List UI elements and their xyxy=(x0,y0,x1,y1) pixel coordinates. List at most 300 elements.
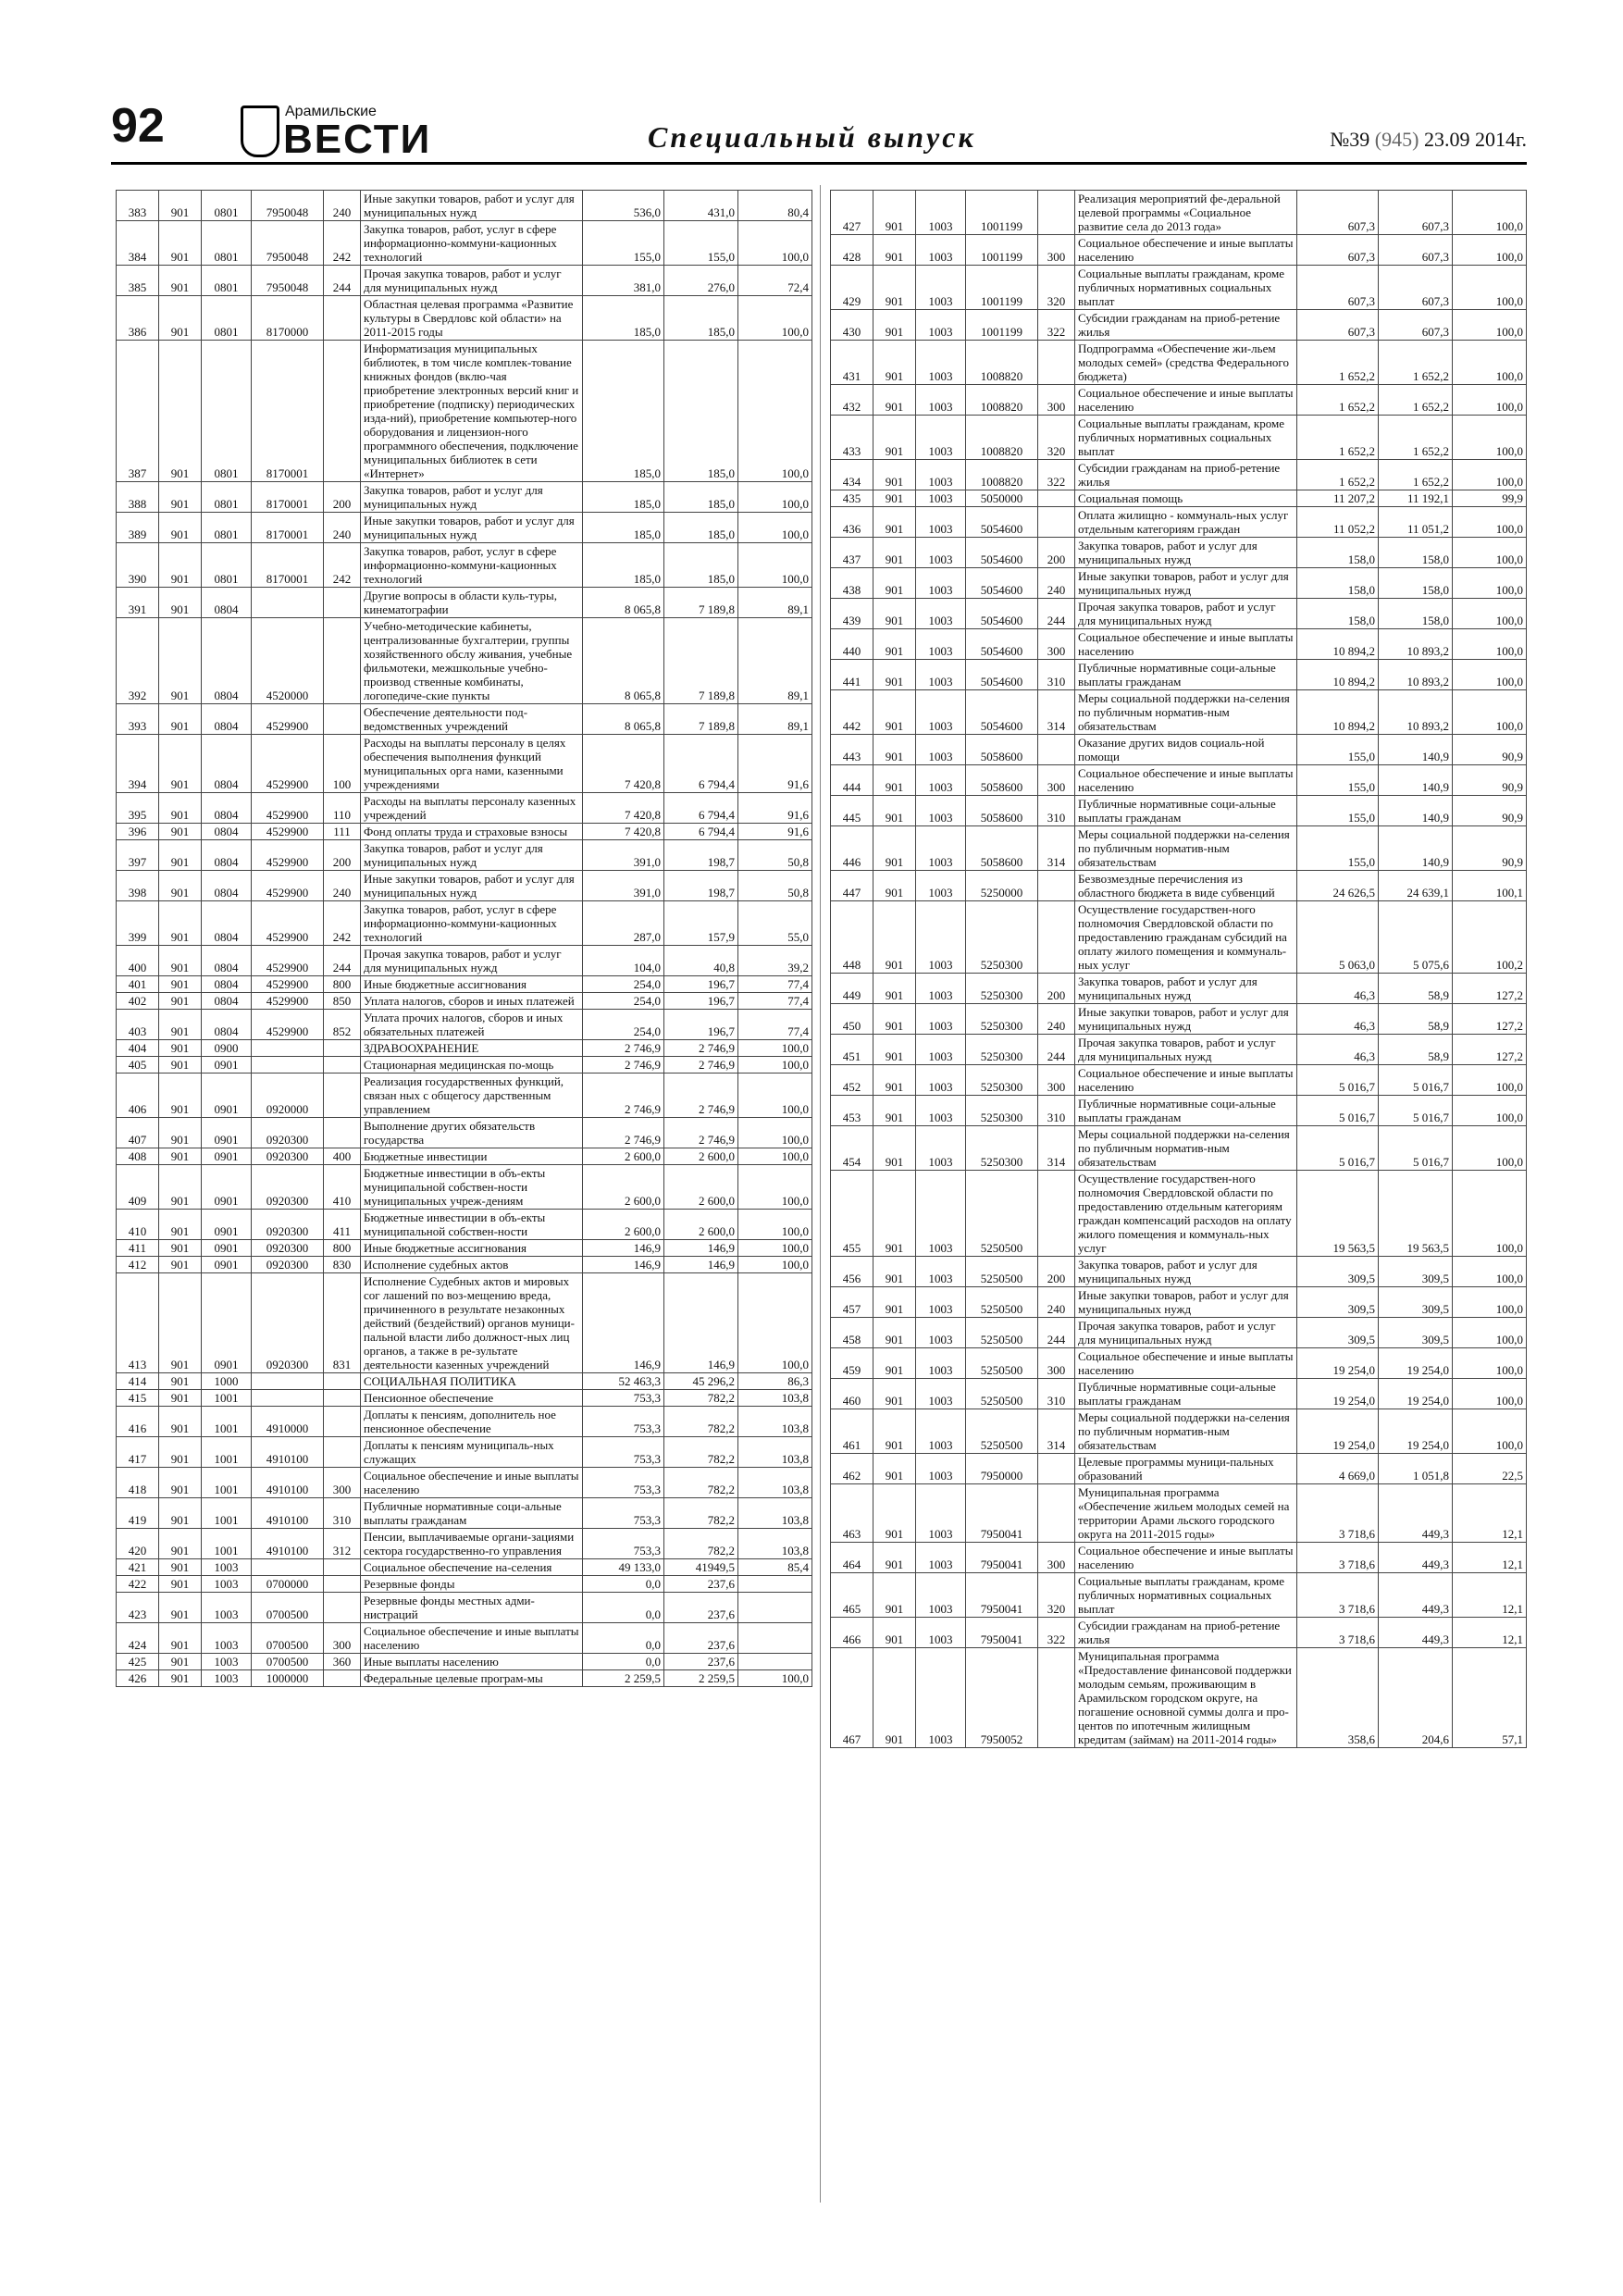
target-article-code: 4910100 xyxy=(252,1468,324,1498)
planned-amount: 391,0 xyxy=(583,840,664,871)
expense-type-code: 244 xyxy=(324,946,361,976)
expense-type-code: 240 xyxy=(1038,568,1075,599)
grbs-code: 901 xyxy=(159,824,202,840)
row-number: 437 xyxy=(831,538,873,568)
row-description: Социальное обеспечение и иные выплаты населению xyxy=(361,1623,583,1654)
actual-amount: 198,7 xyxy=(664,840,738,871)
target-article-code: 4529900 xyxy=(252,840,324,871)
target-article-code: 5250300 xyxy=(966,901,1038,974)
grbs-code: 901 xyxy=(159,840,202,871)
section-code: 0901 xyxy=(202,1210,252,1240)
planned-amount: 1 652,2 xyxy=(1297,460,1379,490)
execution-percent: 100,0 xyxy=(738,341,812,482)
execution-percent xyxy=(738,1576,812,1593)
budget-table-right xyxy=(830,190,1527,1748)
actual-amount: 782,2 xyxy=(664,1468,738,1498)
table-row xyxy=(117,1040,812,1057)
table-row xyxy=(117,901,812,946)
execution-percent: 72,4 xyxy=(738,266,812,296)
row-description: Социальные выплаты гражданам, кроме публичных нормативных социальных выплат xyxy=(1075,266,1297,310)
row-description: Оплата жилищно - коммуналь-ных услуг отдельным категориям граждан xyxy=(1075,507,1297,538)
execution-percent: 55,0 xyxy=(738,901,812,946)
actual-amount: 2 259,5 xyxy=(664,1670,738,1687)
planned-amount: 46,3 xyxy=(1297,1035,1379,1065)
execution-percent: 127,2 xyxy=(1453,1035,1527,1065)
row-number: 423 xyxy=(117,1593,159,1623)
section-code: 0804 xyxy=(202,618,252,704)
section-code: 0804 xyxy=(202,588,252,618)
row-number: 408 xyxy=(117,1148,159,1165)
row-description: Прочая закупка товаров, работ и услуг для муниципальных нужд xyxy=(361,266,583,296)
execution-percent: 39,2 xyxy=(738,946,812,976)
actual-amount: 58,9 xyxy=(1379,1035,1453,1065)
row-description: Субсидии гражданам на приоб-ретение жилья xyxy=(1075,460,1297,490)
planned-amount: 3 718,6 xyxy=(1297,1484,1379,1543)
section-code: 1003 xyxy=(916,385,966,416)
target-article-code: 5250000 xyxy=(966,871,1038,901)
execution-percent: 100,0 xyxy=(1453,385,1527,416)
row-number: 409 xyxy=(117,1165,159,1210)
execution-percent: 99,9 xyxy=(1453,490,1527,507)
actual-amount: 185,0 xyxy=(664,513,738,543)
expense-type-code: 100 xyxy=(324,735,361,793)
target-article-code: 7950048 xyxy=(252,221,324,266)
grbs-code: 901 xyxy=(873,1171,916,1257)
expense-type-code xyxy=(324,1373,361,1390)
target-article-code: 0700000 xyxy=(252,1576,324,1593)
grbs-code: 901 xyxy=(159,704,202,735)
row-description: Меры социальной поддержки на-селения по публичным норматив-ным обязательствам xyxy=(1075,826,1297,871)
actual-amount: 2 600,0 xyxy=(664,1210,738,1240)
grbs-code: 901 xyxy=(159,1257,202,1273)
planned-amount: 2 746,9 xyxy=(583,1118,664,1148)
section-code: 1003 xyxy=(202,1576,252,1593)
row-number: 389 xyxy=(117,513,159,543)
grbs-code: 901 xyxy=(159,993,202,1010)
row-description: Иные закупки товаров, работ и услуг для муниципальных нужд xyxy=(361,513,583,543)
execution-percent: 100,0 xyxy=(738,1148,812,1165)
actual-amount: 449,3 xyxy=(1379,1573,1453,1618)
section-code: 1003 xyxy=(916,871,966,901)
row-description: Прочая закупка товаров, работ и услуг для муниципальных нужд xyxy=(1075,1318,1297,1348)
table-row xyxy=(831,974,1527,1004)
target-article-code: 1000000 xyxy=(252,1670,324,1687)
row-description: Учебно-методические кабинеты, централизованные бухгалтерии, группы хозяйственного обслу живания, учебные фильмотеки, межшкольные учебно-производ ственные комбинаты, логопедиче-ские пункты xyxy=(361,618,583,704)
target-article-code: 4910100 xyxy=(252,1498,324,1529)
planned-amount: 0,0 xyxy=(583,1654,664,1670)
target-article-code: 7950041 xyxy=(966,1618,1038,1648)
expense-type-code: 244 xyxy=(324,266,361,296)
table-row xyxy=(831,1004,1527,1035)
execution-percent: 100,0 xyxy=(738,221,812,266)
planned-amount: 158,0 xyxy=(1297,538,1379,568)
table-row xyxy=(117,1623,812,1654)
actual-amount: 45 296,2 xyxy=(664,1373,738,1390)
planned-amount: 11 052,2 xyxy=(1297,507,1379,538)
grbs-code: 901 xyxy=(873,1096,916,1126)
table-row xyxy=(117,296,812,341)
section-code: 1003 xyxy=(916,796,966,826)
execution-percent: 100,0 xyxy=(1453,538,1527,568)
section-code: 1003 xyxy=(916,974,966,1004)
target-article-code: 5250500 xyxy=(966,1409,1038,1454)
row-number: 430 xyxy=(831,310,873,341)
expense-type-code: 244 xyxy=(1038,599,1075,629)
row-number: 403 xyxy=(117,1010,159,1040)
target-article-code: 1001199 xyxy=(966,310,1038,341)
expense-type-code xyxy=(1038,1648,1075,1748)
target-article-code: 5058600 xyxy=(966,735,1038,765)
expense-type-code: 240 xyxy=(324,513,361,543)
planned-amount: 7 420,8 xyxy=(583,735,664,793)
planned-amount: 753,3 xyxy=(583,1468,664,1498)
row-number: 462 xyxy=(831,1454,873,1484)
grbs-code: 901 xyxy=(873,1257,916,1287)
expense-type-code: 360 xyxy=(324,1654,361,1670)
execution-percent: 100,0 xyxy=(738,1165,812,1210)
grbs-code: 901 xyxy=(873,735,916,765)
table-row xyxy=(831,191,1527,235)
section-code: 1001 xyxy=(202,1407,252,1437)
budget-table-left xyxy=(116,190,812,1687)
planned-amount: 8 065,8 xyxy=(583,588,664,618)
section-code: 0804 xyxy=(202,993,252,1010)
planned-amount: 104,0 xyxy=(583,946,664,976)
row-number: 442 xyxy=(831,690,873,735)
row-description: Бюджетные инвестиции в объ-екты муниципальной собствен-ности xyxy=(361,1210,583,1240)
expense-type-code xyxy=(1038,1484,1075,1543)
expense-type-code xyxy=(324,341,361,482)
execution-percent: 100,0 xyxy=(1453,1348,1527,1379)
actual-amount: 140,9 xyxy=(1379,735,1453,765)
table-row xyxy=(117,1407,812,1437)
grbs-code: 901 xyxy=(159,1593,202,1623)
actual-amount: 140,9 xyxy=(1379,826,1453,871)
section-code: 1003 xyxy=(916,568,966,599)
planned-amount: 607,3 xyxy=(1297,266,1379,310)
grbs-code: 901 xyxy=(159,1559,202,1576)
actual-amount: 140,9 xyxy=(1379,765,1453,796)
row-number: 398 xyxy=(117,871,159,901)
execution-percent: 100,0 xyxy=(738,513,812,543)
execution-percent: 100,0 xyxy=(1453,568,1527,599)
actual-amount: 19 254,0 xyxy=(1379,1379,1453,1409)
row-description: Социальное обеспечение и иные выплаты населению xyxy=(1075,385,1297,416)
target-article-code: 5250500 xyxy=(966,1287,1038,1318)
expense-type-code: 314 xyxy=(1038,1409,1075,1454)
row-description: Закупка товаров, работ и услуг для муниципальных нужд xyxy=(361,840,583,871)
row-number: 402 xyxy=(117,993,159,1010)
execution-percent: 12,1 xyxy=(1453,1573,1527,1618)
actual-amount: 11 192,1 xyxy=(1379,490,1453,507)
table-row xyxy=(117,993,812,1010)
section-code: 1003 xyxy=(916,1126,966,1171)
row-number: 426 xyxy=(117,1670,159,1687)
row-description: Закупка товаров, работ и услуг для муниципальных нужд xyxy=(1075,538,1297,568)
actual-amount: 6 794,4 xyxy=(664,793,738,824)
table-row xyxy=(831,1348,1527,1379)
row-description: ЗДРАВООХРАНЕНИЕ xyxy=(361,1040,583,1057)
section-code: 1003 xyxy=(916,191,966,235)
row-number: 392 xyxy=(117,618,159,704)
grbs-code: 901 xyxy=(159,1437,202,1468)
target-article-code: 8170001 xyxy=(252,482,324,513)
section-code: 1003 xyxy=(916,507,966,538)
execution-percent: 89,1 xyxy=(738,588,812,618)
target-article-code: 4529900 xyxy=(252,901,324,946)
expense-type-code: 240 xyxy=(1038,1004,1075,1035)
target-article-code: 1001199 xyxy=(966,191,1038,235)
target-article-code: 5058600 xyxy=(966,765,1038,796)
table-row xyxy=(831,1409,1527,1454)
table-row xyxy=(117,946,812,976)
execution-percent: 100,2 xyxy=(1453,901,1527,974)
execution-percent: 100,0 xyxy=(738,543,812,588)
actual-amount: 157,9 xyxy=(664,901,738,946)
expense-type-code: 411 xyxy=(324,1210,361,1240)
actual-amount: 5 075,6 xyxy=(1379,901,1453,974)
planned-amount: 3 718,6 xyxy=(1297,1618,1379,1648)
section-code: 0801 xyxy=(202,513,252,543)
target-article-code: 1001199 xyxy=(966,266,1038,310)
grbs-code: 901 xyxy=(873,191,916,235)
planned-amount: 5 016,7 xyxy=(1297,1065,1379,1096)
actual-amount: 185,0 xyxy=(664,341,738,482)
table-row xyxy=(117,840,812,871)
grbs-code: 901 xyxy=(159,1390,202,1407)
grbs-code: 901 xyxy=(873,266,916,310)
coat-of-arms-icon xyxy=(241,105,279,157)
target-article-code xyxy=(252,1057,324,1074)
execution-percent: 100,0 xyxy=(738,1057,812,1074)
execution-percent: 100,0 xyxy=(1453,507,1527,538)
row-description: Реализация государственных функций, связан ных с общегосу дарственным управлением xyxy=(361,1074,583,1118)
grbs-code: 901 xyxy=(873,416,916,460)
grbs-code: 901 xyxy=(873,599,916,629)
expense-type-code: 240 xyxy=(1038,1287,1075,1318)
planned-amount: 8 065,8 xyxy=(583,618,664,704)
actual-amount: 7 189,8 xyxy=(664,588,738,618)
planned-amount: 2 746,9 xyxy=(583,1040,664,1057)
section-code: 1003 xyxy=(916,1454,966,1484)
expense-type-code: 830 xyxy=(324,1257,361,1273)
table-row xyxy=(117,1437,812,1468)
table-row xyxy=(117,1148,812,1165)
row-number: 448 xyxy=(831,901,873,974)
row-description: Реализация мероприятий фе-деральной целевой программы «Социальное развитие села до 2013 года» xyxy=(1075,191,1297,235)
row-number: 412 xyxy=(117,1257,159,1273)
row-number: 386 xyxy=(117,296,159,341)
grbs-code: 901 xyxy=(159,1210,202,1240)
table-row xyxy=(117,976,812,993)
section-code: 0901 xyxy=(202,1074,252,1118)
expense-type-code: 320 xyxy=(1038,416,1075,460)
table-row xyxy=(117,1257,812,1273)
actual-amount: 2 746,9 xyxy=(664,1118,738,1148)
expense-type-code: 300 xyxy=(1038,1065,1075,1096)
grbs-code: 901 xyxy=(159,946,202,976)
execution-percent: 12,1 xyxy=(1453,1618,1527,1648)
table-row xyxy=(117,793,812,824)
table-row xyxy=(831,1035,1527,1065)
section-code: 0804 xyxy=(202,793,252,824)
section-code: 0801 xyxy=(202,266,252,296)
table-body-left xyxy=(117,191,812,1687)
row-number: 429 xyxy=(831,266,873,310)
target-article-code: 0920300 xyxy=(252,1165,324,1210)
grbs-code: 901 xyxy=(873,507,916,538)
row-number: 461 xyxy=(831,1409,873,1454)
issue-date: 23.09 2014г. xyxy=(1419,128,1527,151)
row-number: 446 xyxy=(831,826,873,871)
actual-amount: 158,0 xyxy=(1379,568,1453,599)
grbs-code: 901 xyxy=(159,221,202,266)
section-code: 1003 xyxy=(916,310,966,341)
actual-amount: 185,0 xyxy=(664,482,738,513)
section-code: 1003 xyxy=(202,1559,252,1576)
grbs-code: 901 xyxy=(873,660,916,690)
actual-amount: 2 746,9 xyxy=(664,1057,738,1074)
row-description: Закупка товаров, работ, услуг в сфере информационно-коммуни-кационных технологий xyxy=(361,901,583,946)
target-article-code: 1008820 xyxy=(966,416,1038,460)
planned-amount: 185,0 xyxy=(583,513,664,543)
row-description: Закупка товаров, работ и услуг для муниципальных нужд xyxy=(1075,1257,1297,1287)
target-article-code: 5250300 xyxy=(966,1096,1038,1126)
table-row xyxy=(831,1379,1527,1409)
execution-percent: 100,0 xyxy=(738,1257,812,1273)
row-description: Резервные фонды местных адми-нистраций xyxy=(361,1593,583,1623)
row-number: 397 xyxy=(117,840,159,871)
row-description: Муниципальная программа «Обеспечение жильем молодых семей на территории Арами льского городского округа на 2011-2015 годы» xyxy=(1075,1484,1297,1543)
section-code: 1003 xyxy=(916,341,966,385)
actual-amount: 198,7 xyxy=(664,871,738,901)
planned-amount: 1 652,2 xyxy=(1297,341,1379,385)
row-number: 436 xyxy=(831,507,873,538)
table-row xyxy=(117,588,812,618)
execution-percent: 100,0 xyxy=(1453,1171,1527,1257)
execution-percent: 100,0 xyxy=(1453,1126,1527,1171)
execution-percent: 90,9 xyxy=(1453,796,1527,826)
expense-type-code xyxy=(1038,341,1075,385)
section-code: 1003 xyxy=(916,1648,966,1748)
expense-type-code: 400 xyxy=(324,1148,361,1165)
row-description: Исполнение Судебных актов и мировых сог лашений по воз-мещению вреда, причиненного в результате незаконных действий (бездействий) органов муници-пальной власти либо должност-ных лиц органов, а также в ре-зультате деятельности казенных учреждений xyxy=(361,1273,583,1373)
execution-percent: 100,0 xyxy=(1453,629,1527,660)
actual-amount: 237,6 xyxy=(664,1576,738,1593)
expense-type-code: 200 xyxy=(1038,538,1075,568)
expense-type-code xyxy=(324,1057,361,1074)
table-row xyxy=(117,191,812,221)
planned-amount: 146,9 xyxy=(583,1273,664,1373)
section-code: 0804 xyxy=(202,824,252,840)
row-description: Доплаты к пенсиям муниципаль-ных служащих xyxy=(361,1437,583,1468)
row-number: 459 xyxy=(831,1348,873,1379)
row-description: Меры социальной поддержки на-селения по публичным норматив-ным обязательствам xyxy=(1075,690,1297,735)
actual-amount: 309,5 xyxy=(1379,1287,1453,1318)
execution-percent xyxy=(738,1593,812,1623)
target-article-code: 0700500 xyxy=(252,1654,324,1670)
execution-percent: 100,0 xyxy=(1453,416,1527,460)
actual-amount: 19 254,0 xyxy=(1379,1409,1453,1454)
planned-amount: 2 600,0 xyxy=(583,1165,664,1210)
actual-amount: 449,3 xyxy=(1379,1484,1453,1543)
target-article-code: 5250300 xyxy=(966,1004,1038,1035)
target-article-code: 7950041 xyxy=(966,1543,1038,1573)
row-description: Оказание других видов социаль-ной помощи xyxy=(1075,735,1297,765)
actual-amount: 431,0 xyxy=(664,191,738,221)
table-row xyxy=(117,1273,812,1373)
section-code: 1003 xyxy=(916,1096,966,1126)
row-description: Социальное обеспечение и иные выплаты населению xyxy=(1075,235,1297,266)
row-description: Резервные фонды xyxy=(361,1576,583,1593)
table-row xyxy=(117,1165,812,1210)
target-article-code: 5054600 xyxy=(966,507,1038,538)
expense-type-code: 242 xyxy=(324,543,361,588)
actual-amount: 309,5 xyxy=(1379,1318,1453,1348)
row-number: 422 xyxy=(117,1576,159,1593)
page-header xyxy=(111,93,1527,165)
target-article-code xyxy=(252,1559,324,1576)
expense-type-code xyxy=(324,1407,361,1437)
row-number: 460 xyxy=(831,1379,873,1409)
expense-type-code: 300 xyxy=(1038,235,1075,266)
section-code: 0901 xyxy=(202,1240,252,1257)
row-number: 425 xyxy=(117,1654,159,1670)
expense-type-code xyxy=(1038,1171,1075,1257)
table-row xyxy=(831,1287,1527,1318)
section-code: 0804 xyxy=(202,1010,252,1040)
row-description: Закупка товаров, работ и услуг для муниципальных нужд xyxy=(361,482,583,513)
grbs-code: 901 xyxy=(159,191,202,221)
row-description: Иные бюджетные ассигнования xyxy=(361,1240,583,1257)
planned-amount: 2 600,0 xyxy=(583,1148,664,1165)
row-description: Социальная помощь xyxy=(1075,490,1297,507)
execution-percent: 57,1 xyxy=(1453,1648,1527,1748)
planned-amount: 2 259,5 xyxy=(583,1670,664,1687)
row-number: 444 xyxy=(831,765,873,796)
execution-percent: 103,8 xyxy=(738,1390,812,1407)
expense-type-code: 310 xyxy=(1038,1379,1075,1409)
target-article-code: 0920300 xyxy=(252,1240,324,1257)
planned-amount: 2 746,9 xyxy=(583,1074,664,1118)
row-number: 390 xyxy=(117,543,159,588)
section-code: 1003 xyxy=(916,1035,966,1065)
table-row xyxy=(831,1096,1527,1126)
section-code: 0804 xyxy=(202,901,252,946)
row-number: 416 xyxy=(117,1407,159,1437)
table-row xyxy=(117,1210,812,1240)
actual-amount: 237,6 xyxy=(664,1593,738,1623)
actual-amount: 158,0 xyxy=(1379,538,1453,568)
planned-amount: 753,3 xyxy=(583,1498,664,1529)
planned-amount: 19 563,5 xyxy=(1297,1171,1379,1257)
actual-amount: 782,2 xyxy=(664,1407,738,1437)
target-article-code: 5250500 xyxy=(966,1318,1038,1348)
planned-amount: 10 894,2 xyxy=(1297,660,1379,690)
row-description: Уплата налогов, сборов и иных платежей xyxy=(361,993,583,1010)
row-description: Областная целевая программа «Развитие культуры в Свердловс кой области» на 2011-2015 годы xyxy=(361,296,583,341)
row-number: 400 xyxy=(117,946,159,976)
grbs-code: 901 xyxy=(159,1240,202,1257)
actual-amount: 196,7 xyxy=(664,1010,738,1040)
actual-amount: 7 189,8 xyxy=(664,618,738,704)
grbs-code: 901 xyxy=(159,901,202,946)
actual-amount: 607,3 xyxy=(1379,235,1453,266)
section-code: 0801 xyxy=(202,191,252,221)
execution-percent: 100,0 xyxy=(738,1670,812,1687)
issue-info xyxy=(1330,128,1527,152)
section-code: 1003 xyxy=(916,266,966,310)
